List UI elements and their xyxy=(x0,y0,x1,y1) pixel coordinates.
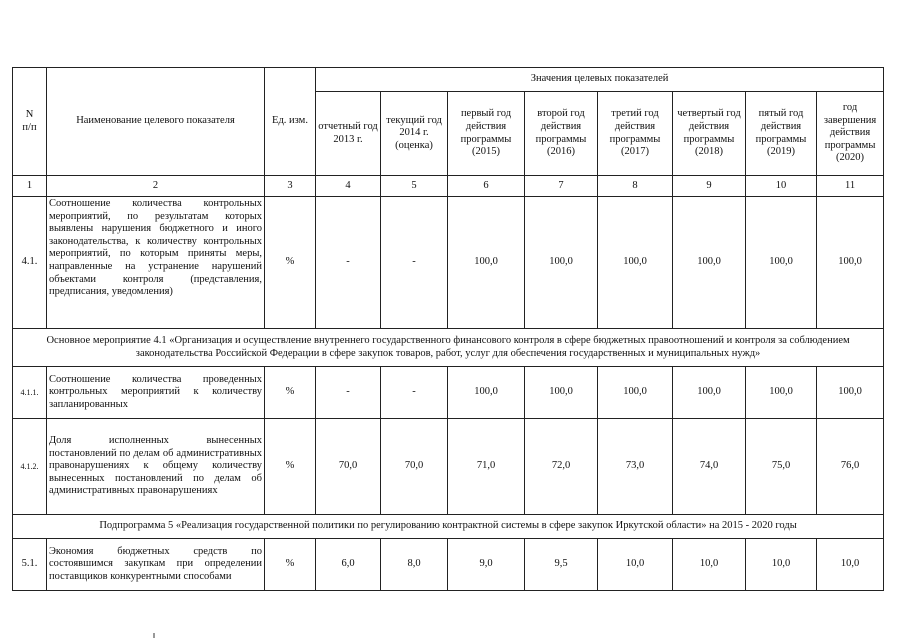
col-number: 9 xyxy=(673,176,746,197)
value-cell: 10,0 xyxy=(598,539,673,591)
value-cell: 70,0 xyxy=(316,419,381,515)
header-col-2018: четвертый год действия программы (2018) xyxy=(673,92,746,176)
section-band-row xyxy=(13,515,884,539)
header-col-2017: третий год действия программы (2017) xyxy=(598,92,673,176)
section-band: Подпрограмма 5 «Реализация государственной политики по регулированию контрактной системы в сфере закупок Иркутской области» на 2015 - 2020 годы xyxy=(13,515,884,539)
value-cell: - xyxy=(381,197,448,329)
unit-cell: % xyxy=(265,539,316,591)
value-cell: 70,0 xyxy=(381,419,448,515)
col-number: 1 xyxy=(13,176,47,197)
value-cell: 10,0 xyxy=(746,539,817,591)
col-number: 5 xyxy=(381,176,448,197)
value-cell: 71,0 xyxy=(448,419,525,515)
value-cell: 100,0 xyxy=(525,197,598,329)
value-cell: 8,0 xyxy=(381,539,448,591)
value-cell: 74,0 xyxy=(673,419,746,515)
value-cell: 100,0 xyxy=(746,197,817,329)
row-number: 4.1. xyxy=(13,197,47,329)
row-number: 4.1.1. xyxy=(13,367,47,419)
header-num: N п/п xyxy=(13,68,47,176)
col-number: 10 xyxy=(746,176,817,197)
row-number: 5.1. xyxy=(13,539,47,591)
header-unit: Ед. изм. xyxy=(265,68,316,176)
indicator-name: Соотношение количества контрольных мероприятий, по результатам которых выявлены нарушения бюджетного и иного законодательства, к количеству контрольных мероприятий, по которым приняты меры, направленные на устранение нарушений объектами контроля (представления, предписания, уведомления) xyxy=(47,197,265,329)
table-row xyxy=(13,539,884,591)
table-row xyxy=(13,197,884,329)
value-cell: - xyxy=(381,367,448,419)
value-cell: 100,0 xyxy=(448,197,525,329)
section-band-row xyxy=(13,329,884,367)
col-number: 4 xyxy=(316,176,381,197)
value-cell: 100,0 xyxy=(448,367,525,419)
value-cell: - xyxy=(316,367,381,419)
section-band: Основное мероприятие 4.1 «Организация и осуществление внутреннего государственного финансового контроля в сфере бюджетных правоотношений и контроля за соблюдением законодательства Российской Федерации в сфере закупок товаров, работ, услуг для обеспечения государственных и муниципальных нужд» xyxy=(13,329,884,367)
header-col-2014: текущий год 2014 г. (оценка) xyxy=(381,92,448,176)
unit-cell: % xyxy=(265,367,316,419)
header-col-2015: первый год действия программы (2015) xyxy=(448,92,525,176)
value-cell: 100,0 xyxy=(598,197,673,329)
value-cell: 100,0 xyxy=(525,367,598,419)
header-col-2019: пятый год действия программы (2019) xyxy=(746,92,817,176)
value-cell: 9,0 xyxy=(448,539,525,591)
value-cell: 100,0 xyxy=(817,197,884,329)
value-cell: 100,0 xyxy=(746,367,817,419)
col-number: 7 xyxy=(525,176,598,197)
value-cell: 9,5 xyxy=(525,539,598,591)
col-number: 6 xyxy=(448,176,525,197)
value-cell: 100,0 xyxy=(673,197,746,329)
col-number: 8 xyxy=(598,176,673,197)
header-name: Наименование целевого показателя xyxy=(47,68,265,176)
target-indicators-table xyxy=(12,67,884,591)
indicator-name: Доля исполненных вынесенных постановлений по делам об административных правонарушениях к общему количеству вынесенных постановлений по делам об административных правонарушениях xyxy=(47,419,265,515)
header-col-2020: год завершения действия программы (2020) xyxy=(817,92,884,176)
header-col-2016: второй год действия программы (2016) xyxy=(525,92,598,176)
col-number: 2 xyxy=(47,176,265,197)
indicator-name: Соотношение количества проведенных контрольных мероприятий к количеству запланированных xyxy=(47,367,265,419)
value-cell: 73,0 xyxy=(598,419,673,515)
value-cell: 100,0 xyxy=(673,367,746,419)
indicator-name: Экономия бюджетных средств по состоявшимся закупкам при определении поставщиков конкурентными способами xyxy=(47,539,265,591)
scan-mark xyxy=(153,633,155,638)
header-values-group: Значения целевых показателей xyxy=(316,68,884,92)
unit-cell: % xyxy=(265,419,316,515)
row-number: 4.1.2. xyxy=(13,419,47,515)
value-cell: 6,0 xyxy=(316,539,381,591)
value-cell: - xyxy=(316,197,381,329)
column-numbers-row xyxy=(13,176,884,197)
value-cell: 10,0 xyxy=(817,539,884,591)
value-cell: 72,0 xyxy=(525,419,598,515)
unit-cell: % xyxy=(265,197,316,329)
value-cell: 75,0 xyxy=(746,419,817,515)
value-cell: 10,0 xyxy=(673,539,746,591)
value-cell: 100,0 xyxy=(598,367,673,419)
table-row xyxy=(13,367,884,419)
value-cell: 76,0 xyxy=(817,419,884,515)
header-col-2013: отчетный год 2013 г. xyxy=(316,92,381,176)
col-number: 11 xyxy=(817,176,884,197)
value-cell: 100,0 xyxy=(817,367,884,419)
col-number: 3 xyxy=(265,176,316,197)
table-row xyxy=(13,419,884,515)
